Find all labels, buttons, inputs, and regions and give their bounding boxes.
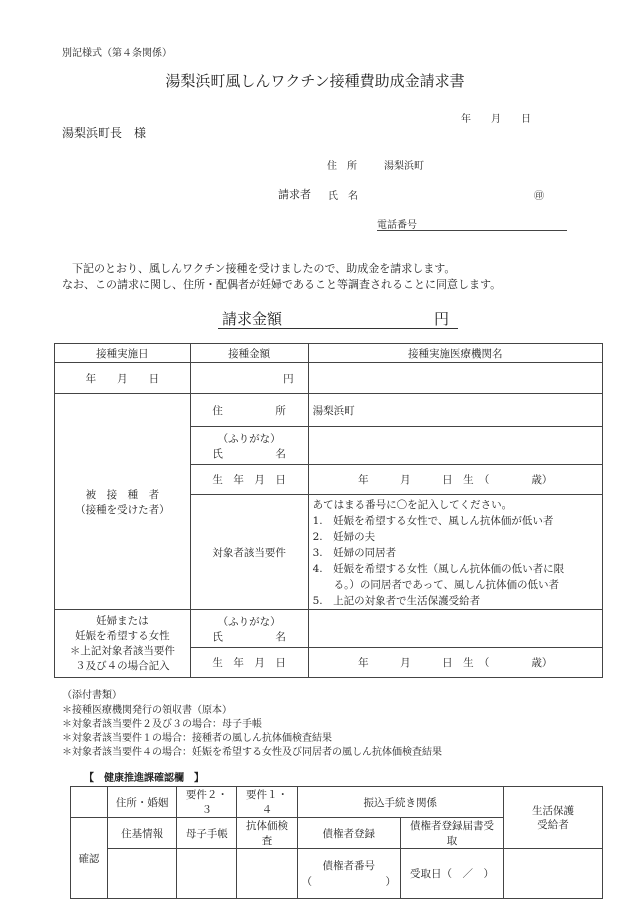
birth-value[interactable]: 年 月 日 生 （ 歳） <box>308 465 602 495</box>
attachment-item-2: ＊対象者該当要件２及び３の場合：母子手帳 <box>62 719 262 730</box>
header-date: 接種実施日 <box>55 344 191 363</box>
preg-label-4: ３及び４の場合記入 <box>75 659 170 672</box>
check-h-welfare <box>504 787 603 849</box>
check-s-creditor-doc: 債権者登録届書受取 <box>401 818 504 849</box>
check-s-resident: 住基情報 <box>107 818 176 849</box>
welfare-label-2: 受給者 <box>537 818 569 831</box>
form-label: 別記様式（第４条関係） <box>62 48 172 59</box>
preg-label-1: 妊婦または <box>96 614 149 627</box>
clinic-cell[interactable] <box>308 363 602 394</box>
date-line: 年 月 日 <box>461 114 531 125</box>
furigana-label: （ふりがな） <box>217 432 281 445</box>
name-label-text: 氏 名 <box>212 447 286 460</box>
req-item-4a: 4. 妊娠を希望する女性（風しん抗体価の低い者に限 <box>312 563 565 575</box>
check-s-mother: 母子手帳 <box>177 818 237 849</box>
attachments-heading: （添付書類） <box>62 690 122 701</box>
phone-underline <box>377 230 567 231</box>
check-row-label: 確認 <box>71 818 108 899</box>
check-creditor-cell[interactable] <box>297 849 401 899</box>
amount-cell[interactable]: 円 <box>190 363 308 394</box>
req-intro: あてはまる番号に〇を記入してください。 <box>312 499 513 511</box>
name2-label-cell <box>190 610 308 648</box>
birth2-value[interactable]: 年 月 日 生 （ 歳） <box>308 648 602 678</box>
addr-value[interactable]: 湯梨浜町 <box>308 394 602 427</box>
req-list[interactable] <box>308 495 602 610</box>
req-item-1: 1. 妊娠を希望する女性で、風しん抗体価が低い者 <box>312 515 554 527</box>
req-item-5: 5. 上記の対象者で生活保護受給者 <box>312 595 481 607</box>
check-receipt-cell[interactable]: 受取日（ ／ ） <box>401 849 504 899</box>
creditor-no-label: 債権者番号 <box>322 859 376 872</box>
name2-label-text: 氏 名 <box>212 630 286 643</box>
welfare-label-1: 生活保護 <box>532 804 575 817</box>
req-label: 対象者該当要件 <box>190 495 308 610</box>
furigana2-label: （ふりがな） <box>217 615 281 628</box>
creditor-no-paren: （ ） <box>301 875 397 888</box>
check-welfare-cell[interactable] <box>504 849 603 899</box>
check-table <box>70 786 603 899</box>
check-resident-cell[interactable] <box>107 849 176 899</box>
check-h-req23: 要件２・３ <box>177 787 237 818</box>
person-label-2: （接種を受けた者） <box>75 503 170 516</box>
check-s-antibody: 抗体価検査 <box>237 818 297 849</box>
address-value: 湯梨浜町 <box>384 161 424 172</box>
preg-label-2: 妊娠を希望する女性 <box>75 629 170 642</box>
check-h-req14: 要件１・４ <box>237 787 297 818</box>
name-label: 氏 名 <box>328 191 358 202</box>
check-s-creditor: 債権者登録 <box>297 818 401 849</box>
check-title: 【 健康推進課確認欄 】 <box>84 773 204 784</box>
name-value[interactable] <box>308 427 602 465</box>
person-label-cell <box>55 394 191 610</box>
claimant-label: 請求者 <box>278 188 311 201</box>
header-amount: 接種金額 <box>190 344 308 363</box>
preg-label-3: ＊上記対象者該当要件 <box>69 644 175 657</box>
header-clinic: 接種実施医療機関名 <box>308 344 602 363</box>
page-title: 湯梨浜町風しんワクチン接種費助成金請求書 <box>165 72 465 90</box>
seal-mark: ㊞ <box>534 191 544 202</box>
intro-text-1: 下記のとおり、風しんワクチン接種を受けましたので、助成金を請求します。 <box>72 262 456 275</box>
attachment-item-4: ＊対象者該当要件４の場合：妊娠を希望する女性及び同居者の風しん抗体価検査結果 <box>62 747 442 758</box>
addr-label: 住 所 <box>190 394 308 427</box>
address-label: 住 所 <box>327 161 357 172</box>
check-antibody-cell[interactable] <box>237 849 297 899</box>
check-corner <box>71 787 108 818</box>
preg-label-cell <box>55 610 191 678</box>
check-h-addr: 住所・婚姻 <box>107 787 176 818</box>
person-label-1: 被 接 種 者 <box>85 488 160 501</box>
intro-text-2: なお、この請求に関し、住所・配偶者が妊婦であること等調査されることに同意します。 <box>62 278 502 291</box>
main-table <box>54 343 603 678</box>
req-item-2: 2. 妊婦の夫 <box>312 531 376 543</box>
check-h-transfer: 振込手続き関係 <box>297 787 504 818</box>
attachment-item-3: ＊対象者該当要件１の場合：接種者の風しん抗体価検査結果 <box>62 733 332 744</box>
addressee: 湯梨浜町長 様 <box>62 126 147 140</box>
name-label-cell <box>190 427 308 465</box>
birth-label: 生 年 月 日 <box>190 465 308 495</box>
amount-label: 請求金額 <box>222 310 283 328</box>
check-mother-cell[interactable] <box>177 849 237 899</box>
date-cell[interactable]: 年 月 日 <box>55 363 191 394</box>
req-item-3: 3. 妊婦の同居者 <box>312 547 397 559</box>
birth2-label: 生 年 月 日 <box>190 648 308 678</box>
phone-label: 電話番号 <box>377 220 417 231</box>
attachment-item-1: ＊接種医療機関発行の領収書（原本） <box>62 705 232 716</box>
name2-value[interactable] <box>308 610 602 648</box>
amount-underline <box>218 328 458 329</box>
req-item-4b: る。）の同居者であって、風しん抗体価の低い者 <box>312 579 560 591</box>
amount-unit: 円 <box>434 310 450 328</box>
